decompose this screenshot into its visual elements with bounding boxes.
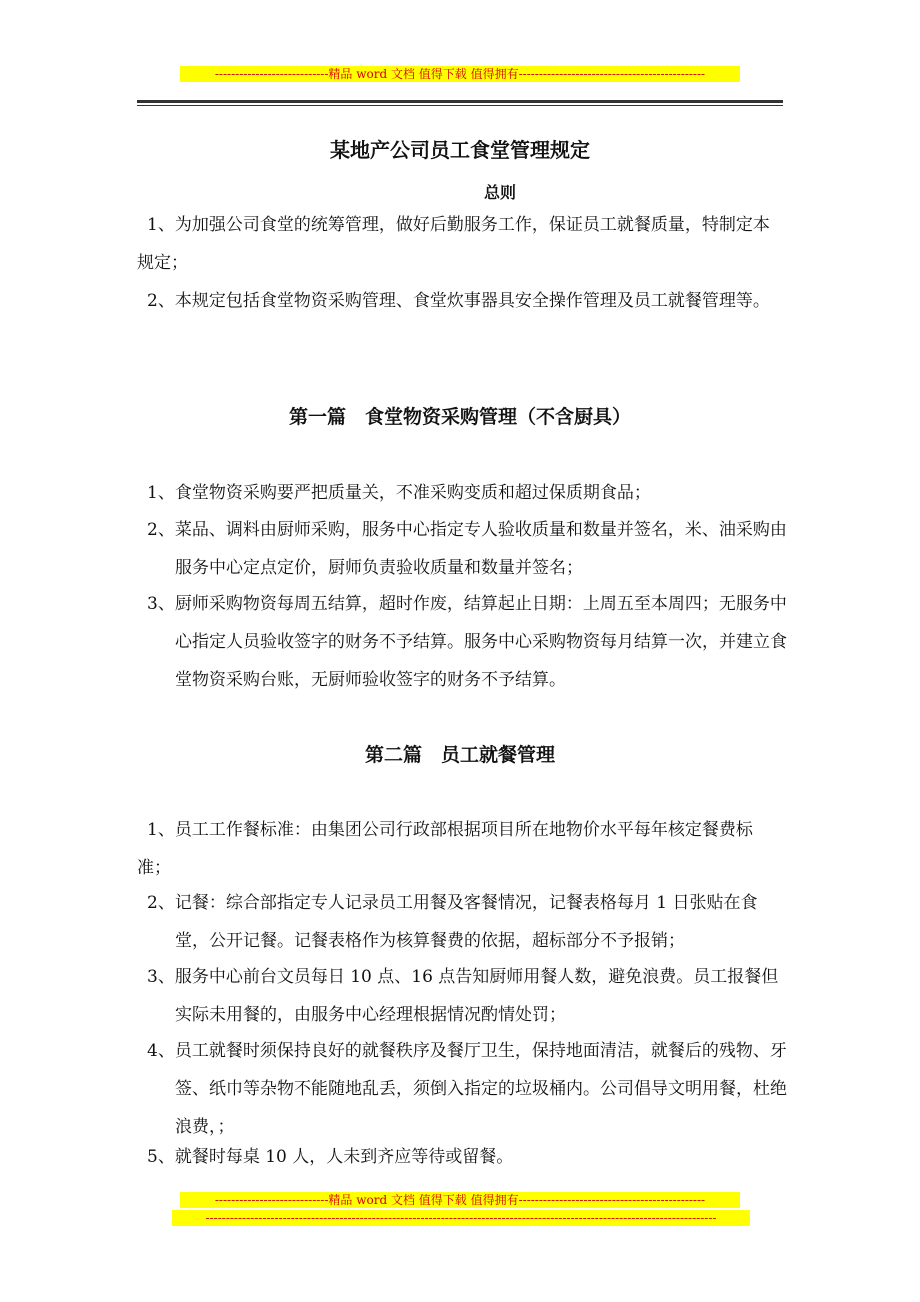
part1-heading: 第一篇 食堂物资采购管理（不含厨具） bbox=[288, 406, 631, 428]
part1-item-1: 1、食堂物资采购要严把质量关，不准采购变质和超过保质期食品； bbox=[147, 483, 651, 503]
footer-banner: ----------------------------精品 word 文档 值得下载 值得拥有---------------------------------------------- bbox=[180, 1192, 740, 1208]
part2-item-1: 1、员工工作餐标准：由集团公司行政部根据项目所在地物价水平每年核定餐费标准； bbox=[137, 820, 753, 878]
part2-item-3: 3、服务中心前台文员每日 10 点、16 点告知厨师用餐人数，避免浪费。员工报餐但实际未用餐的，由服务中心经理根据情况酌情处罚； bbox=[147, 967, 779, 1025]
page-title: 某地产公司员工食堂管理规定 bbox=[330, 138, 590, 162]
footer-dash-line: ------------------------------------------------------------------------------------------------------------------------------ bbox=[172, 1210, 750, 1226]
part2-item-2: 2、记餐：综合部指定专人记录员工用餐及客餐情况，记餐表格每月 1 日张贴在食堂，公开记餐。记餐表格作为核算餐费的依据，超标部分不予报销； bbox=[147, 893, 758, 951]
part2-item-5: 5、就餐时每桌 10 人，人未到齐应等待或留餐。 bbox=[147, 1147, 514, 1167]
general-item-2: 2、本规定包括食堂物资采购管理、食堂炊事器具安全操作管理及员工就餐管理等。 bbox=[147, 291, 770, 311]
part1-item-2: 2、菜品、调料由厨师采购，服务中心指定专人验收质量和数量并签名，米、油采购由服务中心定点定价，厨师负责验收质量和数量并签名； bbox=[147, 520, 787, 578]
general-item-1: 1、为加强公司食堂的统筹管理，做好后勤服务工作，保证员工就餐质量，特制定本规定； bbox=[137, 215, 770, 273]
general-heading: 总则 bbox=[483, 183, 516, 202]
part1-item-3: 3、厨师采购物资每周五结算，超时作废，结算起止日期：上周五至本周四；无服务中心指定人员验收签字的财务不予结算。服务中心采购物资每月结算一次，并建立食堂物资采购台账，无厨师验收签字的财务不予结算。 bbox=[147, 594, 787, 690]
part2-item-4: 4、员工就餐时须保持良好的就餐秩序及餐厅卫生，保持地面清洁，就餐后的残物、牙签、纸巾等杂物不能随地乱丢，须倒入指定的垃圾桶内。公司倡导文明用餐，杜绝浪费，； bbox=[147, 1041, 787, 1137]
header-divider bbox=[137, 100, 783, 106]
header-banner: ----------------------------精品 word 文档 值得下载 值得拥有---------------------------------------------- bbox=[180, 66, 740, 82]
part2-heading: 第二篇 员工就餐管理 bbox=[364, 744, 555, 766]
